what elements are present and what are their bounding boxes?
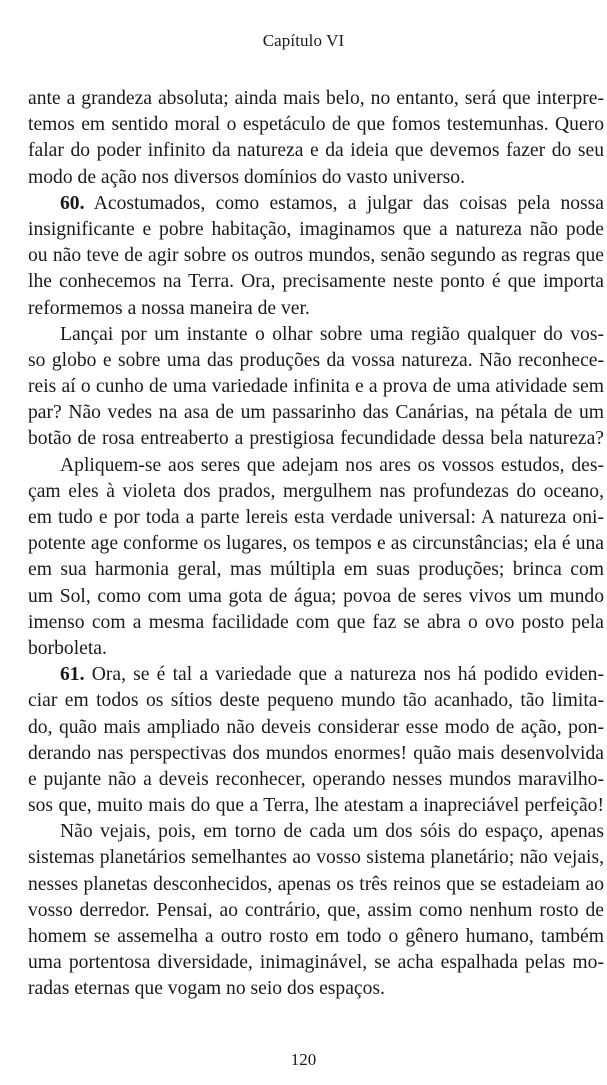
text-line: lhe conhecemos na Terra. Ora, precisamente neste ponto é que importa	[28, 271, 604, 293]
text-line: reis aí o cunho de uma variedade infinita e a prova de uma atividade sem	[28, 376, 604, 398]
text-line: botão de rosa entreaberto a prestigiosa fecundidade dessa bela natureza?	[28, 428, 604, 450]
text-line: falar do poder infinito da natureza e da ideia que devemos fazer do seu	[28, 140, 604, 162]
paragraph	[28, 453, 604, 663]
paragraph	[28, 322, 604, 453]
paragraph-60	[28, 191, 604, 322]
text-line: ou não teve de agir sobre os outros mundos, senão segundo as regras que	[28, 245, 604, 267]
paragraph-number: 60.	[60, 192, 85, 214]
text-line: em sua harmonia geral, mas múltipla em suas produções; brinca com	[28, 559, 604, 581]
text-line: Não vejais, pois, em torno de cada um dos sóis do espaço, apenas	[60, 821, 604, 843]
text-line: radas eternas que vogam no seio dos espaços.	[28, 978, 385, 1000]
text-line	[28, 191, 604, 217]
text-line: um Sol, como com uma gota de água; povoa de seres vivos um mundo	[28, 585, 604, 607]
text-line	[28, 662, 604, 688]
text-line: em tudo e por toda a parte lereis esta verdade universal: A natureza oni-	[28, 507, 604, 528]
body-text	[28, 86, 604, 1003]
text-line: so globo e sobre uma das produções da vossa natureza. Não reconhece-	[28, 349, 604, 371]
line-text: Ora, se é tal a variedade que a natureza nos há podido eviden-	[84, 664, 604, 686]
page-number: 120	[290, 1050, 317, 1069]
text-line: imenso com a mesma facilidade com que faz se abra o ovo posto pela	[28, 611, 604, 633]
text-line: borboleta.	[28, 637, 107, 659]
running-head: Capítulo VI	[262, 31, 345, 50]
line-text: Acostumados, como estamos, a julgar das coisas pela nossa	[84, 192, 604, 214]
text-line: par? Não vedes na asa de um passarinho das Canárias, na pétala de um	[28, 402, 604, 424]
text-line: do, quão mais ampliado não deveis considerar esse modo de ação, pon-	[28, 716, 604, 738]
text-line: derando nas perspectivas dos mundos enormes! quão mais desenvolvida	[28, 742, 604, 764]
text-line: nesses planetas desconhecidos, apenas os três reinos que se estadeiam ao	[28, 873, 604, 895]
text-line: çam eles à violeta dos prados, mergulhem nas profundezas do oceano,	[28, 480, 604, 502]
text-line: sos que, muito mais do que a Terra, lhe atestam a inapreciável perfeição!	[28, 795, 604, 817]
text-line: reformemos a nossa maneira de ver.	[28, 297, 310, 319]
paragraph-number: 61.	[60, 664, 85, 686]
text-line: Lançai por um instante o olhar sobre uma região qualquer do vos-	[60, 323, 604, 345]
paragraph-61	[28, 662, 604, 819]
paragraph	[28, 86, 604, 191]
text-line: modo de ação nos diversos domínios do vasto universo.	[28, 166, 465, 188]
text-line: ante a grandeza absoluta; ainda mais belo, no entanto, será que interpre-	[28, 88, 604, 109]
text-line: ciar em todos os sítios deste pequeno mundo tão acanhado, tão limita-	[28, 690, 604, 712]
text-line: e pujante não a deveis reconhecer, operando nesses mundos maravilho-	[28, 768, 604, 790]
paragraph	[28, 819, 604, 1002]
text-line: Apliquem-se aos seres que adejam nos ares os vossos estudos, des-	[60, 454, 604, 476]
text-line: temos em sentido moral o espetáculo de que fomos testemunhas. Quero	[28, 114, 604, 136]
text-line: potente age conforme os lugares, os tempos e as circunstâncias; ela é una	[28, 533, 604, 555]
text-line: uma portentosa diversidade, inimaginável, se acha espalhada pelas mo-	[28, 952, 604, 974]
text-line: insignificante e pobre habitação, imaginamos que a natureza não pode	[28, 218, 604, 240]
text-line: homem se assemelha a outro rosto em todo o gênero humano, também	[28, 926, 604, 947]
text-line: sistemas planetários semelhantes ao vosso sistema planetário; não vejais,	[28, 847, 604, 869]
text-line: vosso derredor. Pensai, ao contrário, que, assim como nenhum rosto de	[28, 899, 604, 921]
